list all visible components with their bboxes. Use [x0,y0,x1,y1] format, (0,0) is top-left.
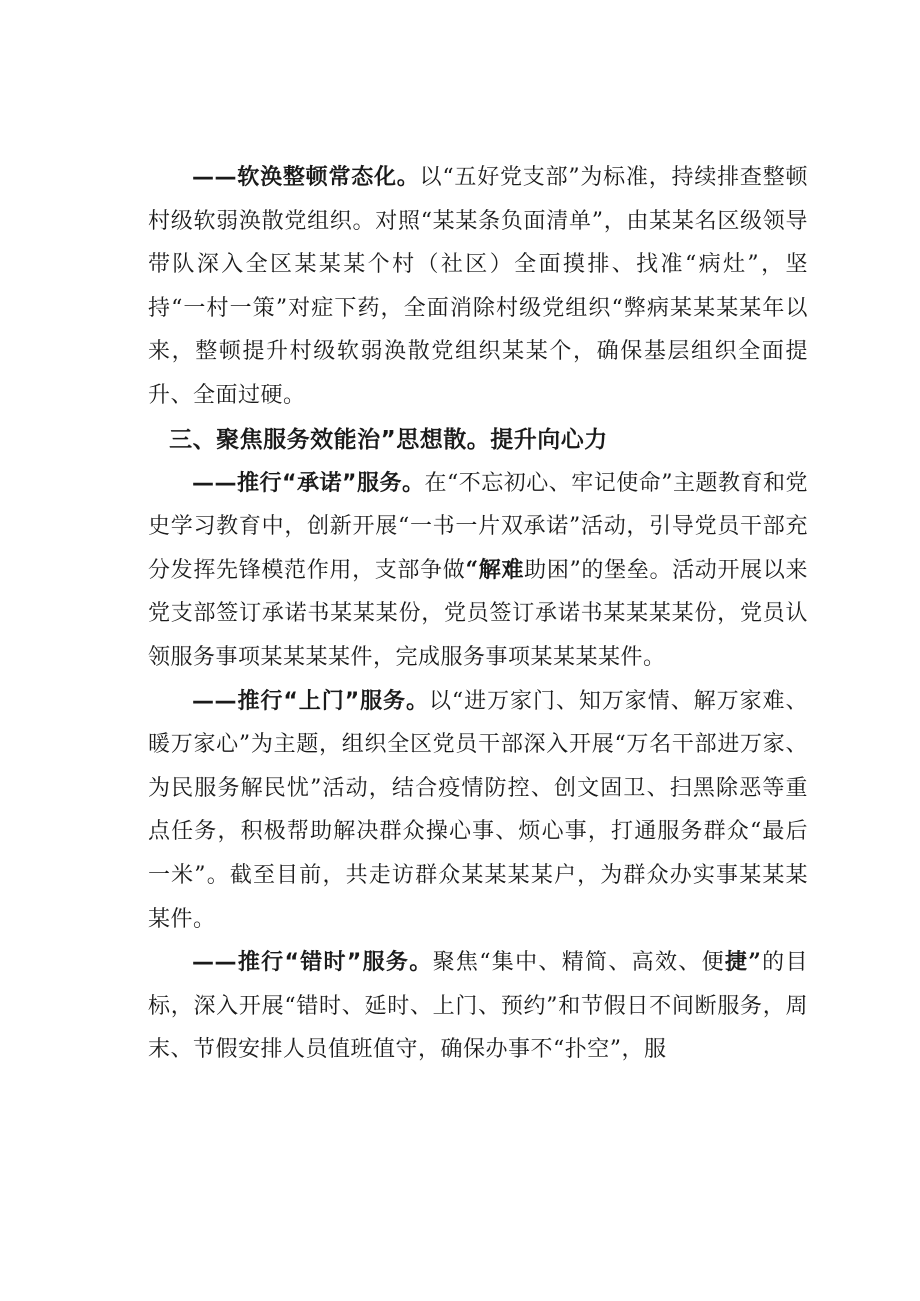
paragraph-text: 以“进万家门、知万家情、解万家难、暖万家心”为主题，组织全区党员干部深入开展“万名干部进万家、为民服务解民忧”活动，结合疫情防控、创文固卫、扫黑除恶等重点任务，积极帮助解决群众操心事、烦心事，打通服务群众“最后一米”。截至目前，共走访群众某某某某户，为群众办实事某某某某件。 [148,688,808,932]
paragraph-lead: ——推行“承诺”服务。 [192,470,425,496]
paragraph-emphasis: 捷” [724,949,762,976]
paragraph-text: 在“不忘初心、牢记使命”主题教育和党史学习教育中，创新开展“一书一片双承诺”活动，引导党员干部充分发挥先锋模范作用，支部争做 [148,470,808,583]
paragraph-emphasis: “解难 [465,556,525,583]
document-body [148,156,808,1072]
paragraph-commitment-service [148,462,808,680]
paragraph-text: 聚焦“集中、精简、高效、便 [432,950,725,976]
paragraph-text: 以“五好党支部”为标准，持续排查整顿村级软弱涣散党组织。对照“某某条负面清单”，由某某名区级领导带队深入全区某某某个村（社区）全面摸排、找准“病灶”，坚持“一村一策”对症下药，全面消除村级党组织“弊病某某某某年以来，整顿提升村级软弱涣散党组织某某个，确保基层组织全面提升、全面过硬。 [148,165,808,408]
paragraph-door-service [148,680,808,942]
paragraph-text: 的目标，深入开展“错时、延时、上门、预约”和节假日不间断服务，周末、节假安排人员值班值守，确保办事不“扑空”，服 [148,950,808,1063]
section-heading: 三、聚焦服务效能治”思想散。提升向心力 [169,426,608,453]
paragraph-lead: ——推行“上门”服务。 [192,688,429,714]
paragraph-staggered-service [148,941,808,1072]
paragraph-lead: ——软涣整顿常态化。 [192,165,420,190]
paragraph-lead: ——推行“错时”服务。 [192,950,433,976]
paragraph-text: 助困”的堡垒。活动开展以来党支部签订承诺书某某某份，党员签订承诺书某某某某份，党员认领服务事项某某某某件，完成服务事项某某某某件。 [148,557,808,670]
paragraph-rectification [148,156,808,418]
